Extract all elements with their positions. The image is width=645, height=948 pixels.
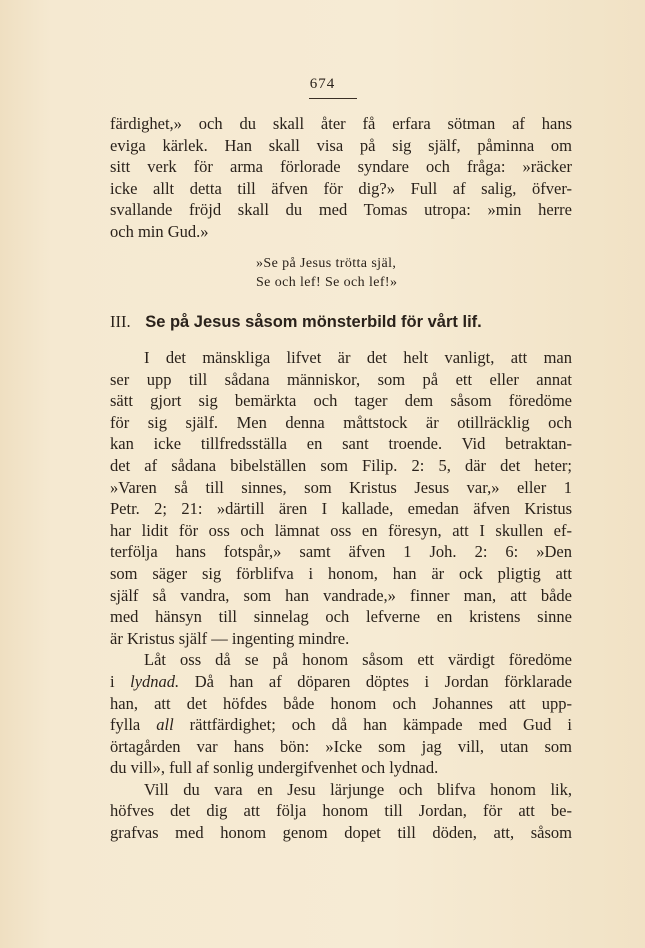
section-number: III. (110, 312, 131, 331)
section-heading (110, 312, 580, 332)
text-line: för sig själf. Men denna måttstock är otillräcklig och (110, 412, 572, 432)
text-line: är Kristus själf — ingenting mindre. (110, 628, 350, 648)
text-line: eviga kärlek. Han skall visa på sig själf, påminna om (110, 135, 572, 155)
text-run: Då han af döparen döptes i Jordan förklarade (179, 671, 572, 691)
text-run: örtagården var hans bön: »Icke som jag vill, utan som (110, 736, 572, 756)
text-line: Petr. 2; 21: »därtill ären I kallade, emedan äfven Kristus (110, 499, 572, 519)
emphasis-text: lydnad. (130, 671, 180, 691)
text-line: terfölja hans fotspår,» samt äfven 1 Joh. 2: 6: »Den (110, 542, 572, 562)
text-line: I det mänskliga lifvet är det helt vanligt, att man (144, 348, 572, 367)
text-run: rättfärdighet; och då han kämpade med Gud i (173, 715, 572, 735)
text-line: och min Gud.» (110, 221, 209, 241)
text-line (110, 714, 572, 736)
section-body (110, 347, 572, 844)
text-line (110, 757, 572, 779)
paragraph-continuation (110, 113, 572, 243)
text-line: sätt gjort sig bemärkta och tager dem såsom föredöme (110, 391, 572, 411)
text-line: icke allt detta till äfven för dig?» Full af salig, öfver- (110, 178, 572, 198)
text-line: själf så vandra, som han vandrade,» finner man, att både (110, 585, 572, 605)
text-line: sitt verk för arma förlorade syndare och fråga: »räcker (110, 157, 572, 177)
text-run: Låt oss då se på honom såsom ett värdigt föredöme (144, 650, 572, 670)
hymn-verse (256, 254, 397, 292)
text-line: färdighet,» och du skall åter få erfara sötman af hans (110, 114, 572, 133)
text-line (110, 671, 572, 693)
text-line: grafvas med honom genom dopet till döden, att, såsom (110, 823, 572, 843)
text-line: kan icke tillfredsställa en sant troende. Vid betraktan- (110, 434, 572, 454)
text-run: i (110, 671, 131, 691)
emphasis-text: all (156, 715, 174, 735)
text-line: det af sådana bibelställen som Filip. 2: 5, där det heter; (110, 455, 572, 475)
section-title: Se på Jesus såsom mönsterbild för vårt lif. (145, 313, 482, 331)
text-line: med hänsyn till sinnelag och lefverne en kristens sinne (110, 607, 572, 627)
text-line: ser upp till sådana människor, som på ett eller annat (110, 369, 572, 389)
text-line (110, 736, 572, 758)
page-number-rule (309, 98, 357, 99)
text-line: svallande fröjd skall du med Tomas utropa: »min herre (110, 200, 572, 220)
text-run: fylla (110, 715, 157, 735)
text-line: har lidit för oss och lämnat oss en föresyn, att I skullen ef- (110, 520, 572, 540)
text-line (110, 693, 572, 715)
text-line: »Varen så till sinnes, som Kristus Jesus var,» eller 1 (110, 477, 572, 497)
text-line (110, 649, 572, 671)
text-run: han, att det höfdes både honom och Johannes att upp- (110, 693, 572, 713)
text-line: Vill du vara en Jesu lärjunge och blifva honom lik, (144, 779, 572, 799)
page-number: 674 (309, 76, 336, 92)
verse-line: Se och lef! Se och lef!» (256, 275, 398, 290)
text-line: höfves det dig att följa honom till Jordan, för att be- (110, 801, 572, 821)
text-line: som säger sig förblifva i honom, han är ock pligtig att (110, 563, 572, 583)
text-run: du vill», full af sonlig undergifvenhet och lydnad. (110, 758, 439, 778)
verse-line: »Se på Jesus trötta själ, (256, 256, 397, 271)
